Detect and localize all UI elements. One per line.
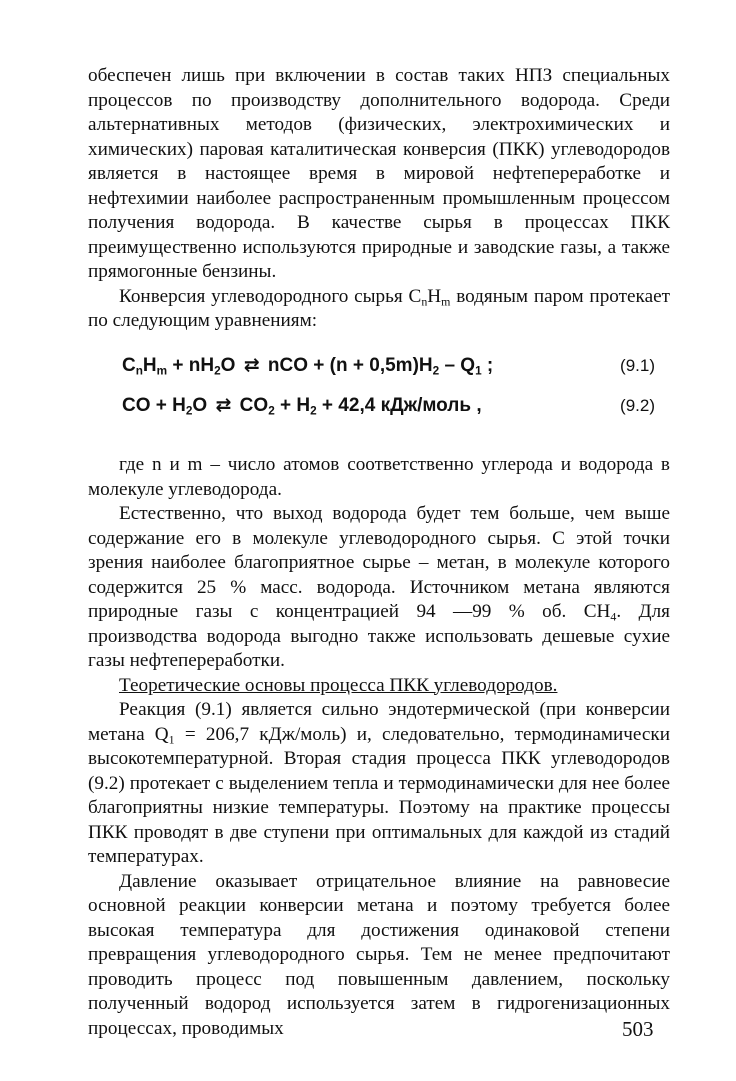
equation-9-2: CO + $H_2O$ ⇄ $CO_2 + H_2 + 42,4$ кДж/моль , (9.2) [122, 391, 670, 421]
text-block-top [88, 64, 670, 334]
equation-number: (9.2) [620, 396, 655, 415]
paragraph-2: Конверсия углеводородного сырья $C_nH_m$ водяным паром протекает по следующим уравнениям: [88, 285, 670, 331]
paragraph-4: Естественно, что выход водорода будет тем больше, чем выше содержание его в молекуле углеводородного сырья. С этой точки зрения наиболее благоприятное сырье – метан, в молекуле которого содержится 25 % масс. водорода. Источником метана являются природные газы с концентрацией 94 —99 % об. $CH_4$. Для производства водорода выгодно также использовать дешевые сухие газы нефтепереработки. [88, 503, 670, 671]
equation-9-1: $C_nH_m + nH_2O$ ⇄ nCO + $(n + 0,5m)H_2 - Q_1$ ; (9.1) [122, 351, 670, 381]
paragraph-6: Давление оказывает отрицательное влияние на равновесие основной реакции конверсии метана и поэтому требуется более высокая температура для достижения одинаковой степени превращения углеводородного сырья. Тем не менее предпочитают проводить процесс под повышенным давлением, поскольку полученный водород используется затем в гидрогенизационных процессах, проводимых [88, 870, 670, 1039]
text-block-bottom [88, 453, 670, 1041]
reversible-arrow-icon: ⇄ [215, 395, 232, 416]
section-heading: Теоретические основы процесса ПКК углеводородов. [119, 674, 558, 696]
paragraph-1: обеспечен лишь при включении в состав таких НПЗ специальных процессов по производству дополнительного водорода. Среди альтернативных методов (физических, электрохимических и химических) паровая каталитическая конверсия (ПКК) углеводородов является в настоящее время в мировой нефтепереработке и нефтехимии наиболее распространенным промышленным процессом получения водорода. В качестве сырья в процессах ПКК преимущественно используются природные и заводские газы, а также прямогонные бензины. [88, 65, 670, 282]
paragraph-5: Реакция (9.1) является сильно эндотермической (при конверсии метана $Q_1 = 206,7$ кДж/моль) и, следовательно, термодинамически высокотемпературной. Вторая стадия процесса ПКК углеводородов (9.2) протекает с выделением тепла и термодинамически для нее более благоприятны низкие температуры. Поэтому на практике процессы ПКК проводят в две ступени при оптимальных для каждой из стадий температурах. [88, 699, 671, 867]
paragraph-3: где n и m – число атомов соответственно углерода и водорода в молекуле углеводорода. [88, 454, 670, 500]
equation-number: (9.1) [620, 356, 655, 375]
reversible-arrow-icon: ⇄ [243, 355, 260, 376]
page-number: 503 [622, 1017, 654, 1041]
